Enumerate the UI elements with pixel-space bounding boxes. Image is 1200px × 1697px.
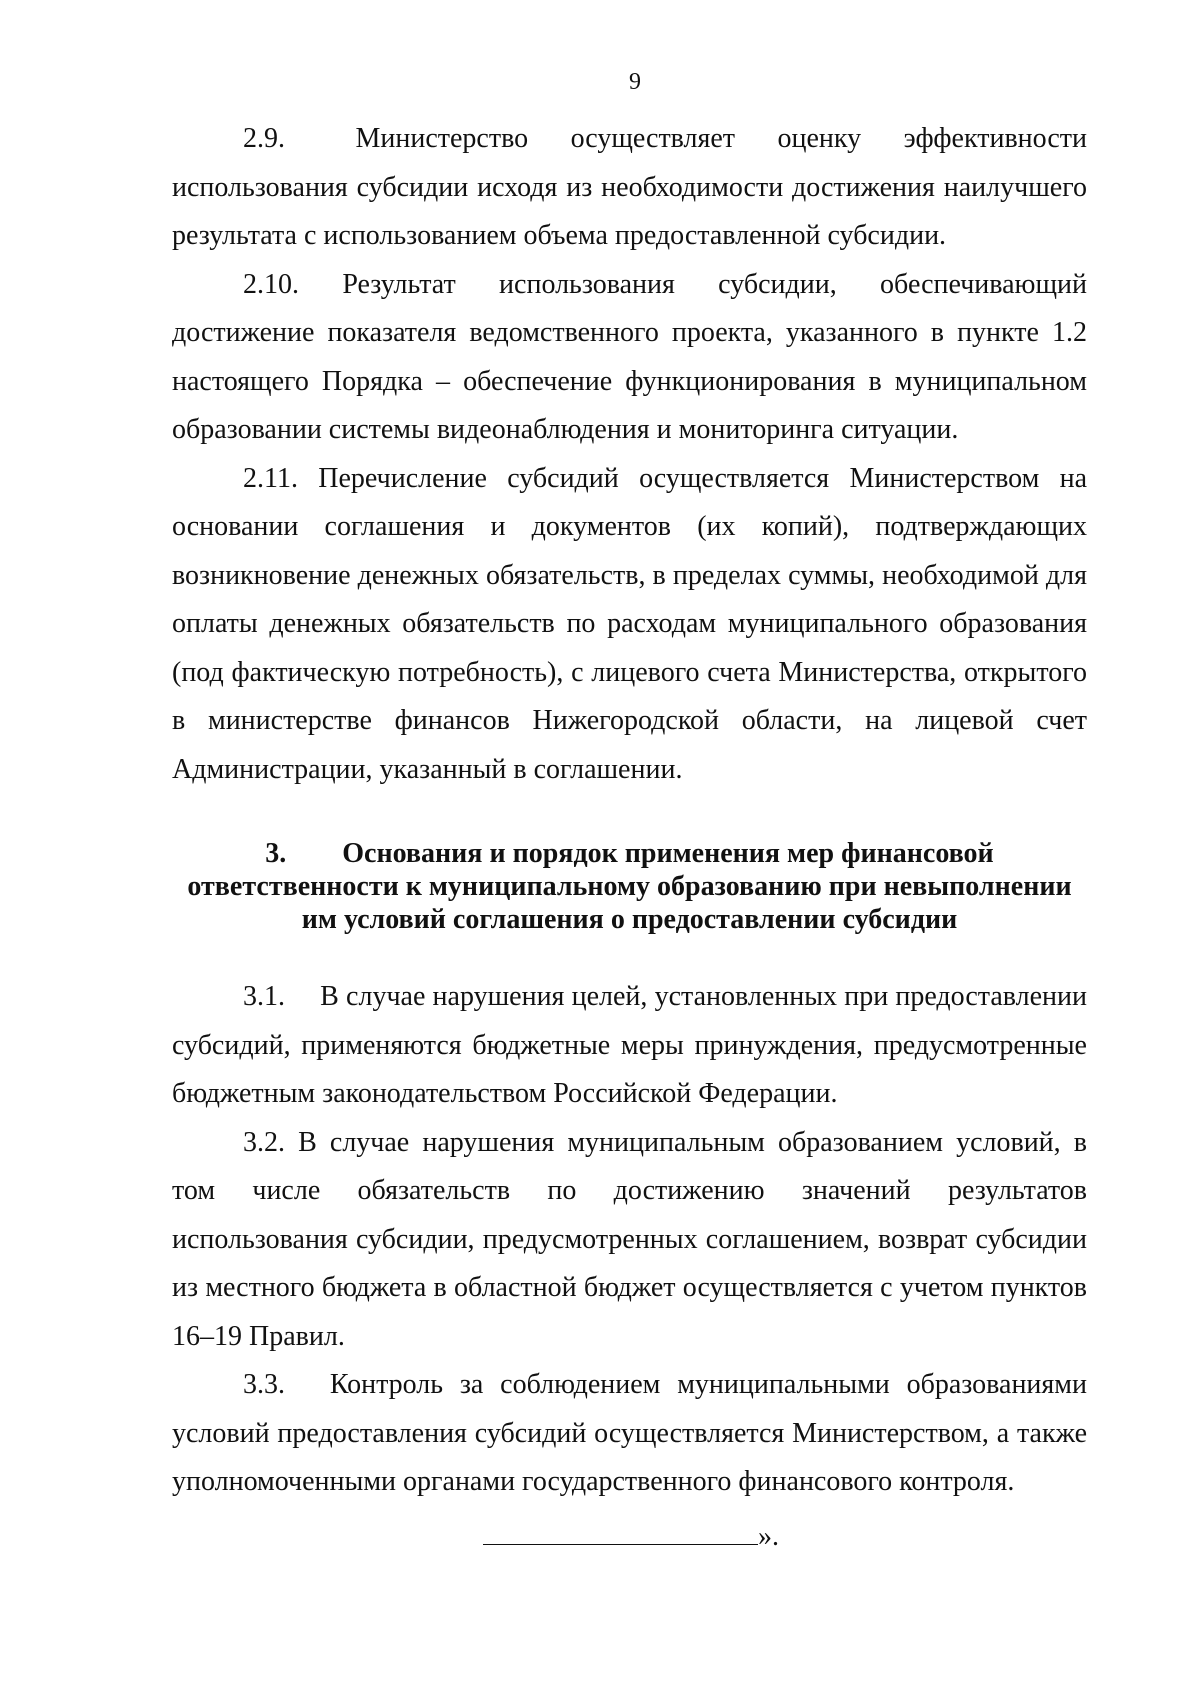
paragraph-2-9: 2.9. Министерство осуществляет оценку эффективности использования субсидии исходя из необходимости достижения наилучшего результата с использованием объема предоставленной субсидии. xyxy=(172,123,1087,251)
paragraph-2-10: 2.10. Результат использования субсидии, обеспечивающий достижение показателя ведомственного проекта, указанного в пункте 1.2 настоящего Порядка – обеспечение функционирования в муниципальном образовании системы видеонаблюдения и мониторинга ситуации. xyxy=(172,268,1087,445)
closing-quote-mark: ». xyxy=(758,1520,779,1552)
section-3-heading xyxy=(172,837,1087,936)
section-3-title: Основания и порядок применения мер финансовой ответственности к муниципальному образованию при невыполнении им условий соглашения о предоставлении субсидии xyxy=(187,838,1072,935)
paragraph-3-1: 3.1. В случае нарушения целей, установленных при предоставлении субсидий, применяются бюджетные меры принуждения, предусмотренные бюджетным законодательством Российской Федерации. xyxy=(172,981,1087,1109)
section-3-number: 3. xyxy=(265,838,287,869)
document-body xyxy=(172,115,1087,1561)
closing-line xyxy=(172,1513,1087,1561)
closing-underline xyxy=(483,1514,758,1545)
page-number: 9 xyxy=(629,69,641,95)
paragraph-3-2: 3.2. В случае нарушения муниципальным образованием условий, в том числе обязательств по достижению значений результатов использования субсидии, предусмотренных соглашением, возврат субсидии из местного бюджета в областной бюджет осуществляется с учетом пунктов 16–19 Правил. xyxy=(172,1126,1087,1352)
paragraph-3-3: 3.3. Контроль за соблюдением муниципальными образованиями условий предоставления субсидий осуществляется Министерством, а также уполномоченными органами государственного финансового контроля. xyxy=(172,1369,1087,1497)
paragraph-2-11: 2.11. Перечисление субсидий осуществляется Министерством на основании соглашения и документов (их копий), подтверждающих возникновение денежных обязательств, в пределах суммы, необходимой для оплаты денежных обязательств по расходам муниципального образования (под фактическую потребность), с лицевого счета Министерства, открытого в министерстве финансов Нижегородской области, на лицевой счет Администрации, указанный в соглашении. xyxy=(172,462,1087,785)
